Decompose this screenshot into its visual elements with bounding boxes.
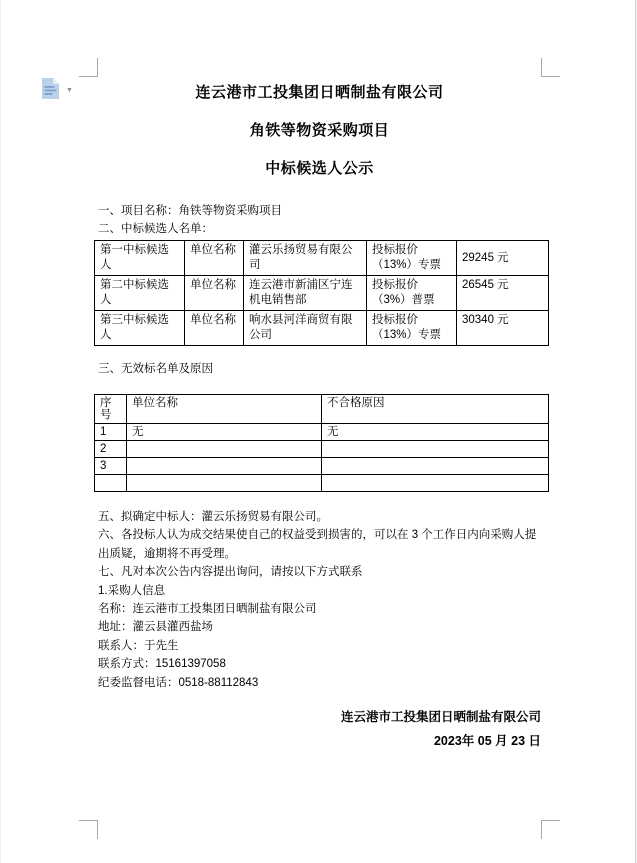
invalid-company-cell: 无: [127, 424, 322, 441]
candidate-company-cell: 连云港市新浦区宁连机电销售部: [244, 276, 367, 311]
candidate-quote-cell: 投标报价（13%）专票: [367, 241, 457, 276]
invalid-reason-cell: [322, 441, 549, 458]
candidates-table: [94, 240, 549, 346]
invalid-no-cell: 3: [95, 458, 127, 475]
candidate-company-cell: 响水县河洋商贸有限公司: [244, 311, 367, 346]
contact-phone-line: 联系方式：15161397058: [98, 658, 226, 671]
section-candidate-list: 二、中标候选人名单：: [98, 223, 213, 235]
invalid-reason-cell: 无: [322, 424, 549, 441]
paste-options-button[interactable]: [41, 77, 81, 103]
candidate-field-cell: 单位名称: [185, 311, 244, 346]
margin-mark-top-right: [541, 58, 560, 77]
header-reason: 不合格原因: [322, 395, 549, 424]
contact-person-line: 联系人：于先生: [98, 639, 179, 652]
doc-title-company: 连云港市工投集团日晒制盐有限公司: [195, 84, 444, 101]
dropdown-arrow-icon: ▼: [66, 86, 73, 94]
signature-date: 2023年 05 月 23 日: [433, 734, 541, 748]
invalid-company-cell: [127, 475, 322, 492]
buyer-info-heading: 1.采购人信息: [98, 584, 166, 597]
invalid-reason-cell: [322, 475, 549, 492]
supervision-phone-line: 纪委监督电话：0518-88112843: [98, 676, 259, 689]
margin-mark-top-left: [79, 58, 98, 77]
candidate-company-cell: 灌云乐扬贸易有限公司: [244, 241, 367, 276]
invalid-company-cell: [127, 441, 322, 458]
candidate-rank-cell: 第三中标候选人: [95, 311, 185, 346]
candidate-price-cell: 29245 元: [457, 241, 549, 276]
signature-company: 连云港市工投集团日晒制盐有限公司: [340, 710, 541, 724]
invalid-company-cell: [127, 458, 322, 475]
invalid-row-2: [95, 441, 549, 458]
para-contact-intro: 七、凡对本次公告内容提出询问，请按以下方式联系: [98, 566, 363, 579]
candidate-field-cell: 单位名称: [185, 276, 244, 311]
invalid-header-row: [95, 395, 549, 424]
header-no: 序号: [95, 395, 127, 424]
invalid-no-cell: 2: [95, 441, 127, 458]
candidate-row-1: [95, 241, 549, 276]
invalid-reason-cell: [322, 458, 549, 475]
doc-title-notice: 中标候选人公示: [265, 160, 374, 177]
invalid-row-1: [95, 424, 549, 441]
candidate-price-cell: 26545 元: [457, 276, 549, 311]
invalid-row-3: [95, 458, 549, 475]
buyer-name-line: 名称：连云港市工投集团日晒制盐有限公司: [98, 603, 317, 616]
document-icon: [41, 77, 60, 103]
candidate-row-3: [95, 311, 549, 346]
body-paragraphs: [98, 508, 545, 692]
signature-block: [98, 705, 541, 753]
candidate-price-cell: 30340 元: [457, 311, 549, 346]
candidate-rank-cell: 第二中标候选人: [95, 276, 185, 311]
margin-mark-bottom-right: [541, 820, 560, 839]
para-winner: 五、拟确定中标人：灌云乐扬贸易有限公司。: [98, 511, 328, 523]
section-invalid-bids: 三、无效标名单及原因: [98, 363, 213, 375]
header-company: 单位名称: [127, 395, 322, 424]
candidate-rank-cell: 第一中标候选人: [95, 241, 185, 276]
para-objection: 六、各投标人认为成交结果使自己的权益受到损害的，可以在 3 个工作日内向采购人提出质疑，逾期将不再受理。: [98, 529, 537, 560]
margin-mark-bottom-left: [79, 820, 98, 839]
section-project-name: 一、项目名称：角铁等物资采购项目: [98, 205, 282, 217]
invalid-row-4: [95, 475, 549, 492]
candidate-field-cell: 单位名称: [185, 241, 244, 276]
candidate-row-2: [95, 276, 549, 311]
candidate-quote-cell: 投标报价（13%）专票: [367, 311, 457, 346]
invalid-no-cell: 1: [95, 424, 127, 441]
invalid-no-cell: [95, 475, 127, 492]
candidate-quote-cell: 投标报价（3%）普票: [367, 276, 457, 311]
doc-title-project: 角铁等物资采购项目: [249, 122, 390, 139]
buyer-address-line: 地址：灌云县灌西盐场: [98, 621, 213, 634]
invalid-bids-table: [94, 394, 549, 492]
